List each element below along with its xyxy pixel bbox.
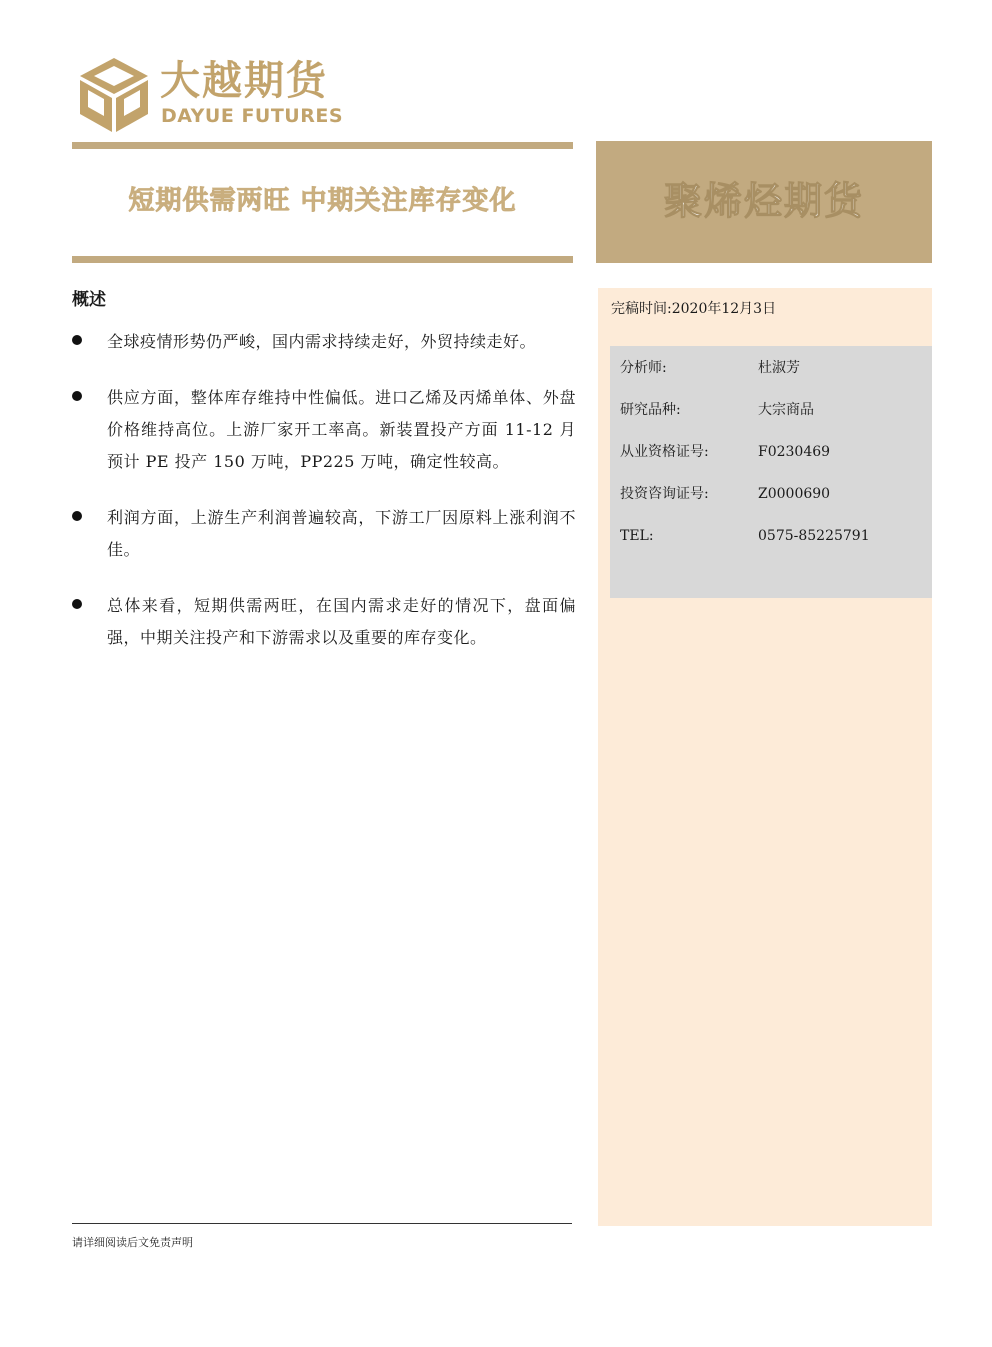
info-value: 杜淑芳	[758, 360, 800, 376]
bullet-text: 利润方面，上游生产利润普遍较高，下游工厂因原料上涨利润不佳。	[107, 508, 576, 559]
logo-name-cn: 大越期货	[160, 58, 328, 104]
analyst-info-box	[610, 346, 932, 598]
report-category: 聚烯烃期货	[663, 179, 864, 223]
info-label: 分析师:	[620, 360, 667, 376]
logo-cube-icon	[78, 56, 150, 134]
overview-heading: 概述	[72, 290, 106, 310]
title-top-rule	[72, 142, 573, 149]
bullet-text: 全球疫情形势仍严峻，国内需求持续走好，外贸持续走好。	[107, 332, 537, 351]
bullet-icon	[72, 391, 82, 401]
info-value: F0230469	[758, 444, 831, 460]
info-label: 从业资格证号:	[620, 444, 709, 460]
info-value: 0575-85225791	[758, 528, 870, 544]
title-bottom-rule	[72, 256, 573, 263]
info-row-analyst	[620, 357, 800, 379]
bullet-icon	[72, 335, 82, 345]
info-row-research-variety	[620, 399, 814, 421]
info-row-consulting-no	[620, 483, 830, 505]
overview-bullet	[72, 502, 576, 566]
overview-bullet	[72, 326, 576, 358]
completion-date: 完稿时间:2020年12月3日	[611, 301, 777, 317]
overview-bullet	[72, 382, 576, 478]
bullet-text: 总体来看，短期供需两旺，在国内需求走好的情况下，盘面偏强，中期关注投产和下游需求以及重要的库存变化。	[107, 596, 576, 647]
info-value: 大宗商品	[758, 402, 814, 418]
info-row-tel	[620, 525, 870, 547]
overview-bullet	[72, 590, 576, 654]
bullet-text: 供应方面，整体库存维持中性偏低。进口乙烯及丙烯单体、外盘价格维持高位。上游厂家开工率高。新装置投产方面 11-12 月预计 PE 投产 150 万吨，PP225 万吨，确定性较高。	[107, 388, 576, 471]
logo-name-en: DAYUE FUTURES	[161, 105, 344, 127]
bullet-icon	[72, 599, 82, 609]
info-label: TEL:	[620, 528, 654, 544]
footer-rule	[72, 1223, 572, 1224]
bullet-icon	[72, 511, 82, 521]
info-row-qualification-no	[620, 441, 830, 463]
info-label: 投资咨询证号:	[620, 486, 709, 502]
report-title: 短期供需两旺 中期关注库存变化	[128, 186, 517, 216]
disclaimer-note: 请详细阅读后文免责声明	[72, 1236, 193, 1249]
info-value: Z0000690	[758, 486, 831, 502]
info-label: 研究品种:	[620, 402, 681, 418]
